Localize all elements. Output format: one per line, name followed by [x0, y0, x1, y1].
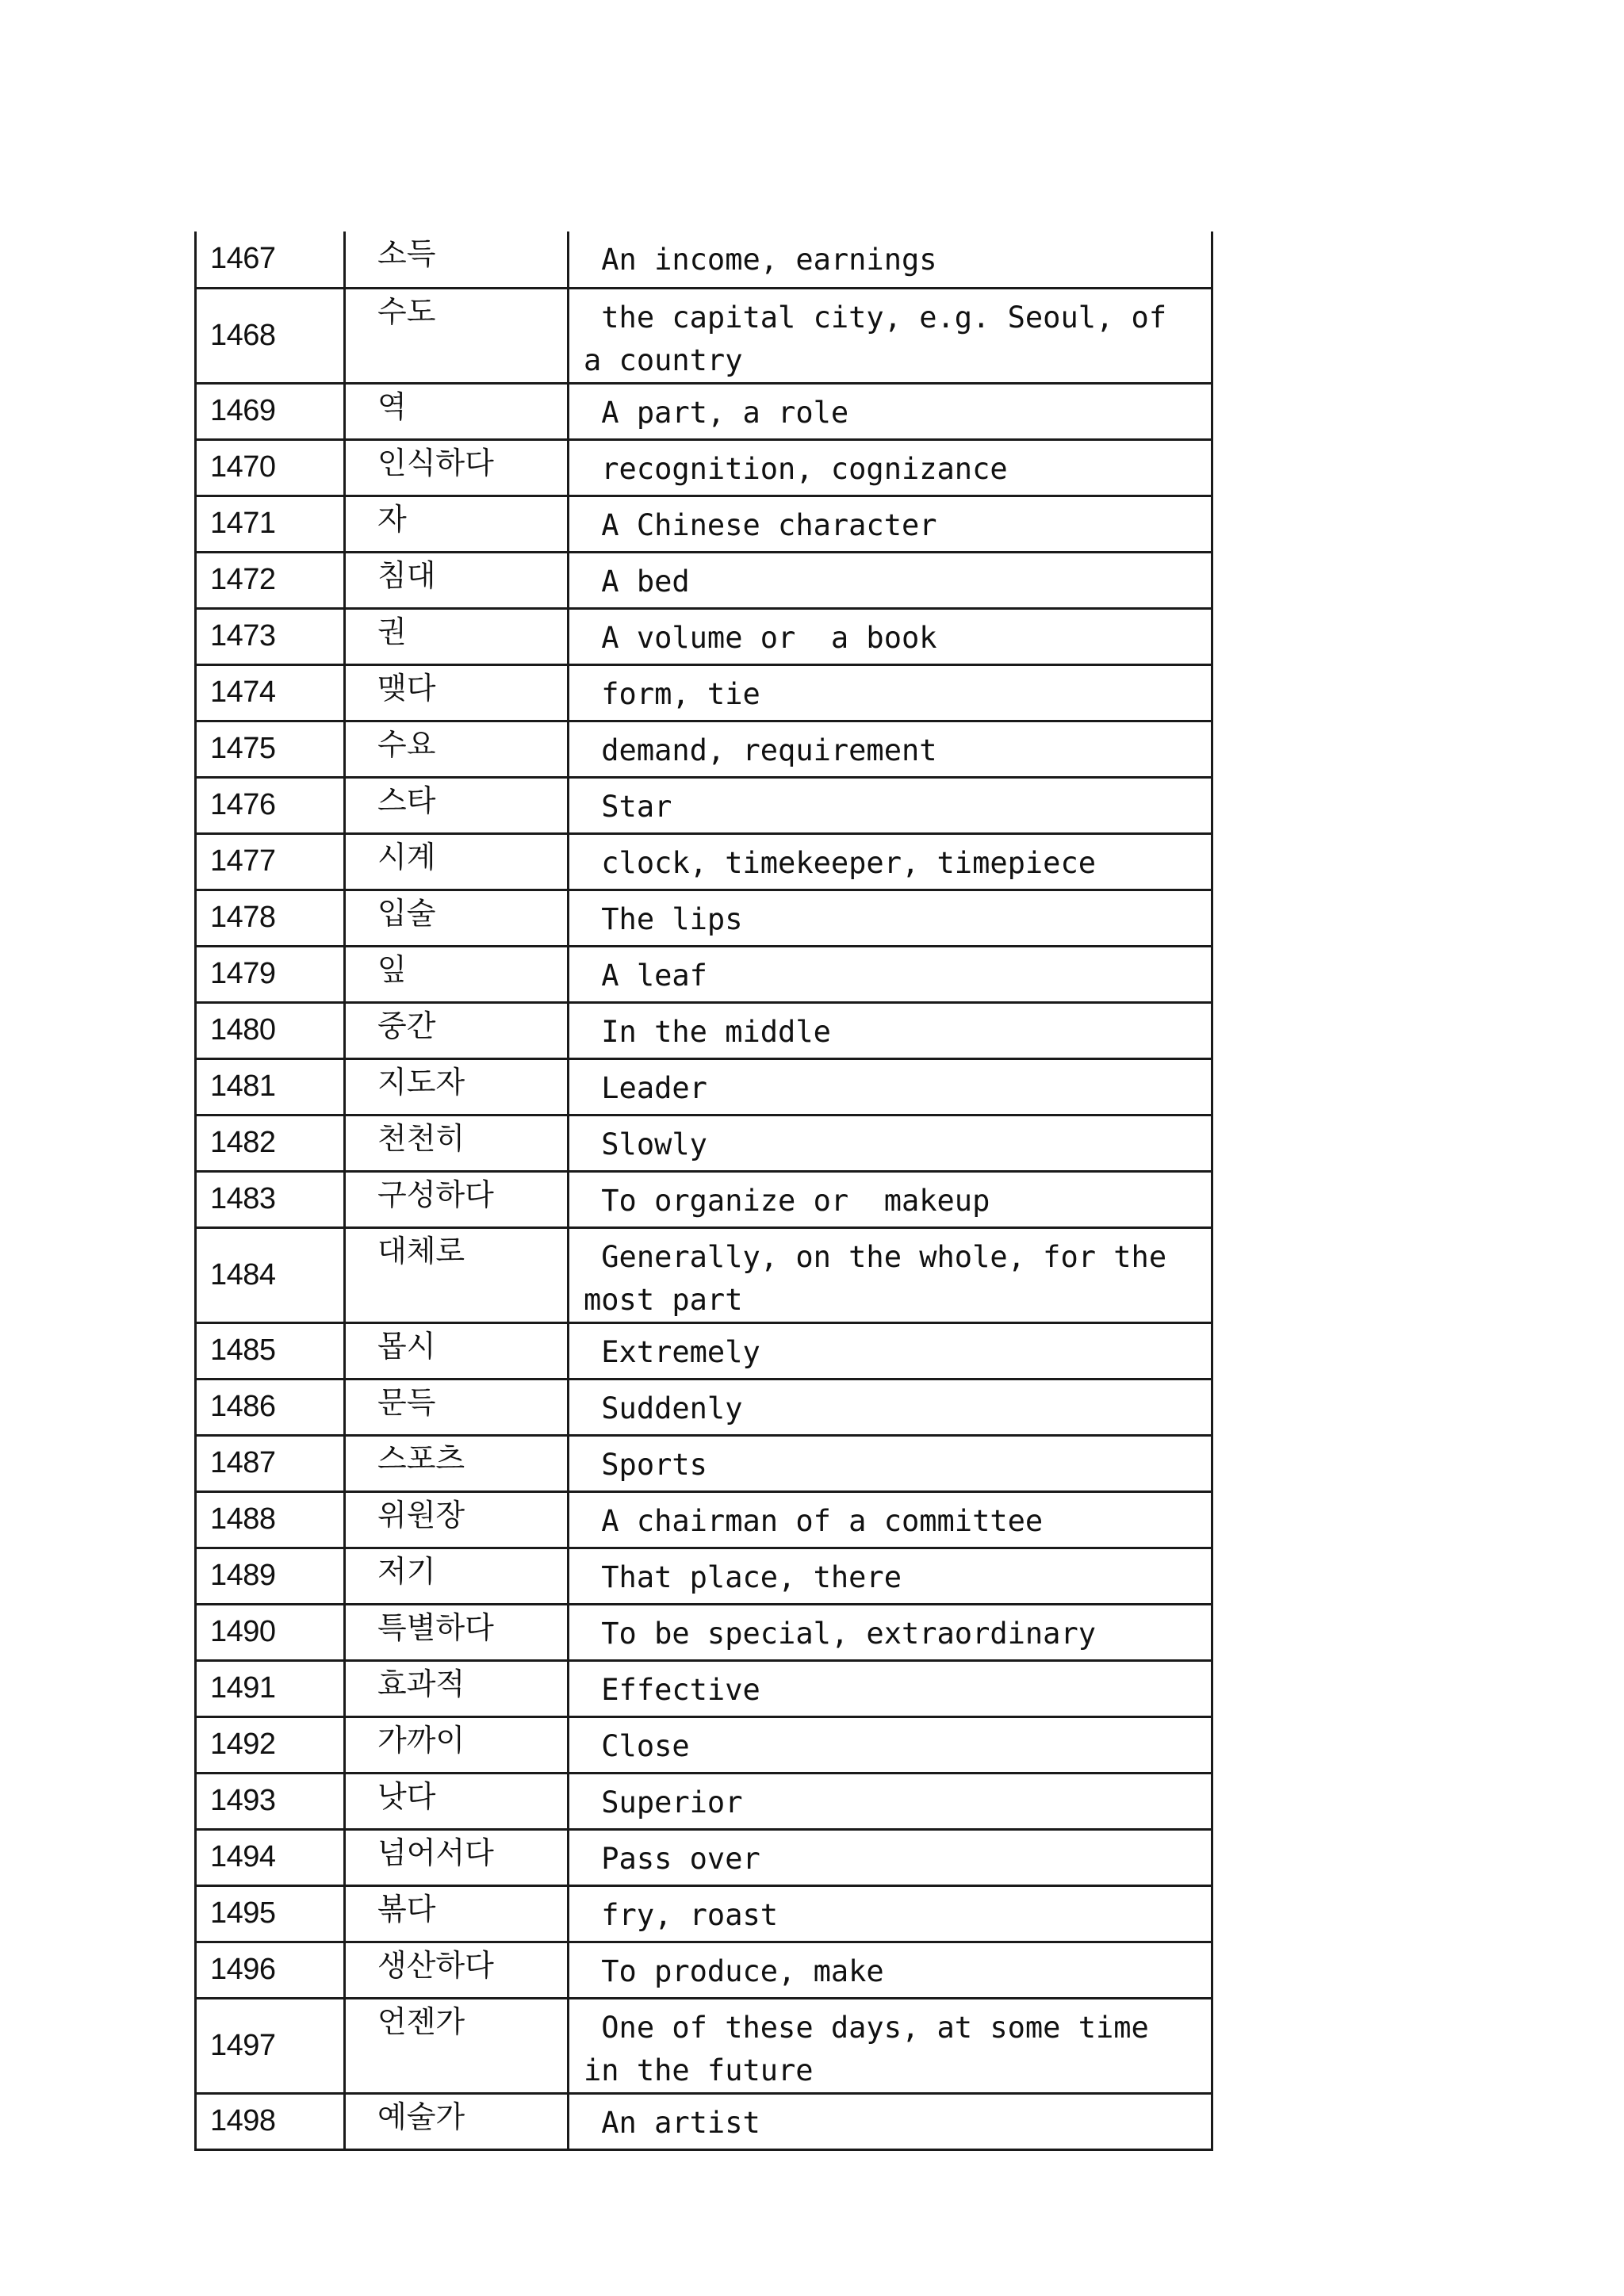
table-row — [196, 383, 1212, 439]
entry-number: 1476 — [196, 777, 345, 833]
korean-word: 언젠가 — [345, 1998, 569, 2093]
table-row — [196, 288, 1212, 383]
english-definition: Close — [569, 1716, 1212, 1773]
entry-number: 1484 — [196, 1227, 345, 1322]
table-row — [196, 608, 1212, 664]
table-row — [196, 1548, 1212, 1604]
english-definition: Star — [569, 777, 1212, 833]
english-definition: The lips — [569, 890, 1212, 946]
table-row — [196, 2093, 1212, 2149]
entry-number: 1483 — [196, 1171, 345, 1227]
entry-number: 1478 — [196, 890, 345, 946]
korean-word: 권 — [345, 608, 569, 664]
english-definition: To produce, make — [569, 1942, 1212, 1998]
english-definition: Leader — [569, 1058, 1212, 1115]
korean-word: 스포츠 — [345, 1435, 569, 1491]
korean-word: 효과적 — [345, 1660, 569, 1716]
korean-word: 시계 — [345, 833, 569, 890]
entry-number: 1477 — [196, 833, 345, 890]
korean-word: 중간 — [345, 1002, 569, 1058]
english-definition: To be special, extraordinary — [569, 1604, 1212, 1660]
korean-word: 역 — [345, 383, 569, 439]
table-row — [196, 552, 1212, 608]
entry-number: 1479 — [196, 946, 345, 1002]
english-definition: A Chinese character — [569, 496, 1212, 552]
entry-number: 1481 — [196, 1058, 345, 1115]
entry-number: 1468 — [196, 288, 345, 383]
entry-number: 1475 — [196, 721, 345, 777]
table-row — [196, 1171, 1212, 1227]
korean-word: 자 — [345, 496, 569, 552]
table-row — [196, 1829, 1212, 1885]
table-row — [196, 833, 1212, 890]
table-row — [196, 1773, 1212, 1829]
korean-word: 몹시 — [345, 1322, 569, 1379]
entry-number: 1482 — [196, 1115, 345, 1171]
korean-word: 인식하다 — [345, 439, 569, 496]
korean-word: 스타 — [345, 777, 569, 833]
entry-number: 1470 — [196, 439, 345, 496]
english-definition: the capital city, e.g. Seoul, of a country — [569, 288, 1212, 383]
english-definition: Generally, on the whole, for the most part — [569, 1227, 1212, 1322]
entry-number: 1485 — [196, 1322, 345, 1379]
english-definition: In the middle — [569, 1002, 1212, 1058]
table-row — [196, 1058, 1212, 1115]
english-definition: One of these days, at some time in the future — [569, 1998, 1212, 2093]
table-row — [196, 721, 1212, 777]
entry-number: 1487 — [196, 1435, 345, 1491]
table-row — [196, 1115, 1212, 1171]
entry-number: 1494 — [196, 1829, 345, 1885]
table-row — [196, 1491, 1212, 1548]
table-row — [196, 1227, 1212, 1322]
korean-word: 침대 — [345, 552, 569, 608]
table-row — [196, 1435, 1212, 1491]
korean-word: 대체로 — [345, 1227, 569, 1322]
entry-number: 1474 — [196, 664, 345, 721]
entry-number: 1471 — [196, 496, 345, 552]
english-definition: Superior — [569, 1773, 1212, 1829]
table-row — [196, 664, 1212, 721]
vocabulary-table-body — [196, 232, 1212, 2149]
english-definition: A part, a role — [569, 383, 1212, 439]
entry-number: 1480 — [196, 1002, 345, 1058]
vocabulary-table — [194, 232, 1213, 2151]
english-definition: Sports — [569, 1435, 1212, 1491]
english-definition: That place, there — [569, 1548, 1212, 1604]
korean-word: 맺다 — [345, 664, 569, 721]
english-definition: A chairman of a committee — [569, 1491, 1212, 1548]
english-definition: A bed — [569, 552, 1212, 608]
entry-number: 1490 — [196, 1604, 345, 1660]
entry-number: 1473 — [196, 608, 345, 664]
english-definition: To organize or makeup — [569, 1171, 1212, 1227]
table-row — [196, 1942, 1212, 1998]
entry-number: 1486 — [196, 1379, 345, 1435]
table-row — [196, 777, 1212, 833]
korean-word: 천천히 — [345, 1115, 569, 1171]
english-definition: Effective — [569, 1660, 1212, 1716]
table-row — [196, 890, 1212, 946]
entry-number: 1495 — [196, 1885, 345, 1942]
table-row — [196, 1660, 1212, 1716]
english-definition: form, tie — [569, 664, 1212, 721]
english-definition: clock, timekeeper, timepiece — [569, 833, 1212, 890]
korean-word: 소득 — [345, 232, 569, 288]
english-definition: A leaf — [569, 946, 1212, 1002]
english-definition: A volume or a book — [569, 608, 1212, 664]
entry-number: 1467 — [196, 232, 345, 288]
table-row — [196, 1002, 1212, 1058]
entry-number: 1491 — [196, 1660, 345, 1716]
english-definition: Pass over — [569, 1829, 1212, 1885]
korean-word: 위원장 — [345, 1491, 569, 1548]
entry-number: 1498 — [196, 2093, 345, 2149]
entry-number: 1469 — [196, 383, 345, 439]
english-definition: recognition, cognizance — [569, 439, 1212, 496]
table-row — [196, 1885, 1212, 1942]
entry-number: 1488 — [196, 1491, 345, 1548]
entry-number: 1496 — [196, 1942, 345, 1998]
table-row — [196, 439, 1212, 496]
table-row — [196, 1322, 1212, 1379]
korean-word: 입술 — [345, 890, 569, 946]
english-definition: Suddenly — [569, 1379, 1212, 1435]
korean-word: 잎 — [345, 946, 569, 1002]
korean-word: 가까이 — [345, 1716, 569, 1773]
korean-word: 낫다 — [345, 1773, 569, 1829]
english-definition: An artist — [569, 2093, 1212, 2149]
korean-word: 볶다 — [345, 1885, 569, 1942]
korean-word: 넘어서다 — [345, 1829, 569, 1885]
korean-word: 수요 — [345, 721, 569, 777]
english-definition: Slowly — [569, 1115, 1212, 1171]
entry-number: 1489 — [196, 1548, 345, 1604]
korean-word: 예술가 — [345, 2093, 569, 2149]
table-row — [196, 496, 1212, 552]
table-row — [196, 1379, 1212, 1435]
korean-word: 특별하다 — [345, 1604, 569, 1660]
korean-word: 구성하다 — [345, 1171, 569, 1227]
korean-word: 생산하다 — [345, 1942, 569, 1998]
entry-number: 1492 — [196, 1716, 345, 1773]
korean-word: 문득 — [345, 1379, 569, 1435]
table-row — [196, 946, 1212, 1002]
english-definition: Extremely — [569, 1322, 1212, 1379]
entry-number: 1493 — [196, 1773, 345, 1829]
table-row — [196, 1716, 1212, 1773]
korean-word: 지도자 — [345, 1058, 569, 1115]
table-row — [196, 1604, 1212, 1660]
english-definition: An income, earnings — [569, 232, 1212, 288]
table-row — [196, 232, 1212, 288]
entry-number: 1472 — [196, 552, 345, 608]
table-row — [196, 1998, 1212, 2093]
english-definition: fry, roast — [569, 1885, 1212, 1942]
korean-word: 저기 — [345, 1548, 569, 1604]
english-definition: demand, requirement — [569, 721, 1212, 777]
korean-word: 수도 — [345, 288, 569, 383]
entry-number: 1497 — [196, 1998, 345, 2093]
